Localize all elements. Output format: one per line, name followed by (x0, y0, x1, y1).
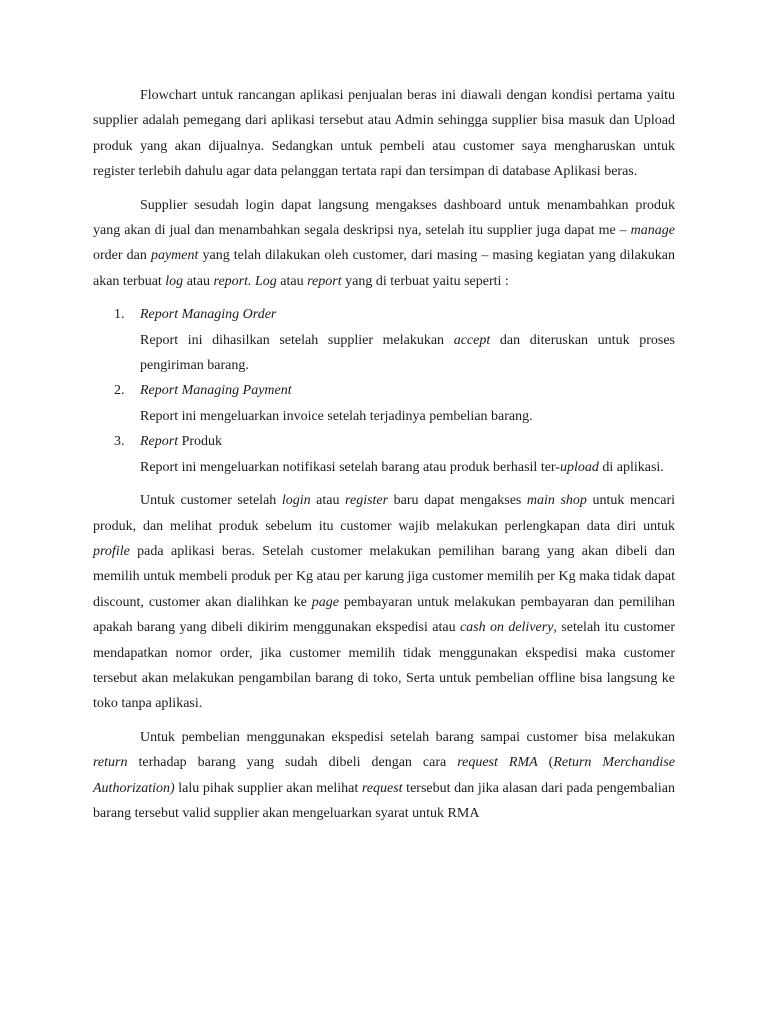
report-list (93, 302, 675, 480)
text-run: di aplikasi. (598, 459, 664, 475)
text-run: Untuk customer setelah (140, 493, 282, 509)
list-item (93, 302, 675, 378)
list-item (93, 378, 675, 429)
text-run: baru dapat mengakses (388, 493, 527, 509)
list-number: 1. (114, 307, 125, 323)
list-item-description (140, 404, 675, 429)
italic-run: Report Managing Payment (140, 383, 292, 399)
text-run: ( (537, 755, 554, 771)
italic-run: report. Log (213, 273, 277, 289)
italic-run: accept (453, 332, 491, 348)
text-run: untuk mencari produk, dan melihat produk sebelum itu customer wajib melakukan perlengkapan data diri untuk (93, 493, 675, 534)
paragraph-customer (93, 488, 675, 717)
text-run: order dan (93, 248, 151, 264)
text-run: Report ini mengeluarkan notifikasi setelah barang atau produk berhasil ter- (140, 459, 560, 475)
italic-run: page (311, 594, 339, 610)
text-run: , setelah itu customer mendapatkan nomor order, jika customer memilih tidak menggunakan ekspedisi maka customer tersebut akan melakukan pengambilan barang di toko, Serta untuk pembelian offline bisa langsung ke toko tanpa aplikasi. (93, 620, 675, 712)
text-run: atau (310, 493, 346, 509)
list-number: 3. (114, 434, 125, 450)
text-run: atau (276, 273, 308, 289)
text-run: atau (183, 273, 214, 289)
document-page (93, 83, 675, 834)
text-run: tersebut dan jika alasan dari pada pengembalian barang tersebut valid supplier akan mengeluarkan syarat untuk RMA (93, 780, 675, 821)
italic-run: payment (150, 248, 199, 264)
italic-run: login (281, 493, 311, 509)
text-run: Report ini mengeluarkan invoice setelah terjadinya pembelian barang. (140, 408, 533, 424)
text-run: lalu pihak supplier akan melihat (174, 780, 362, 796)
text-run: Untuk pembelian menggunakan ekspedisi setelah barang sampai customer bisa melakukan (140, 729, 675, 745)
text-run: Supplier sesudah login dapat langsung mengakses dashboard untuk menambahkan produk yang akan di jual dan menambahkan segala deskripsi nya, setelah itu supplier juga dapat me – (93, 197, 675, 239)
italic-run: return (93, 755, 128, 771)
list-item-description (140, 455, 675, 480)
list-item-description (140, 328, 675, 379)
italic-run: register (345, 493, 389, 509)
italic-run: manage (630, 223, 675, 239)
text-run: yang di terbuat yaitu seperti : (341, 273, 509, 289)
italic-run: Return Merchandise Authorization) (93, 755, 675, 796)
list-item-title (140, 429, 675, 454)
italic-run: upload (559, 459, 599, 475)
italic-run: Report (140, 434, 179, 450)
text-run: terhadap barang yang sudah dibeli dengan cara (127, 755, 458, 771)
text-run: Flowchart untuk rancangan aplikasi penjualan beras ini diawali dengan kondisi pertama yaitu supplier adalah pemegang dari aplikasi tersebut atau Admin sehingga supplier bisa masuk dan Upload produk yang akan dijualnya. Sedangkan untuk pembeli atau customer saya mengharuskan untuk register terlebih dahulu agar data pelanggan tertata rapi dan tersimpan di database Aplikasi beras. (93, 88, 675, 180)
italic-run: profile (93, 543, 130, 559)
italic-run: Report Managing Order (140, 307, 277, 323)
text-run: Report ini dihasilkan setelah supplier melakukan (140, 332, 454, 348)
paragraph-return (93, 725, 675, 827)
italic-run: cash on delivery (459, 620, 554, 636)
italic-run: request RMA (457, 755, 538, 771)
text-run: Produk (178, 434, 223, 450)
list-number: 2. (114, 383, 125, 399)
list-item (93, 429, 675, 480)
paragraph-supplier (93, 193, 675, 295)
list-item-title (140, 302, 675, 327)
text-run: pada aplikasi beras. Setelah customer melakukan pemilihan barang yang akan dibeli dan memilih untuk membeli produk per Kg atau per karung jiga customer memilih per Kg maka tidak dapat discount, customer akan dialihkan ke (93, 543, 675, 610)
italic-run: request (361, 780, 403, 796)
italic-run: report (307, 273, 342, 289)
text-run: dan diteruskan untuk proses pengiriman barang. (140, 332, 675, 374)
italic-run: main shop (526, 493, 587, 509)
text-run: pembayaran untuk melakukan pembayaran dan pemilihan apakah barang yang dibeli dikirim menggunakan ekspedisi atau (93, 594, 675, 636)
italic-run: log (165, 273, 184, 289)
list-item-title (140, 378, 675, 403)
text-run: yang telah dilakukan oleh customer, dari masing – masing kegiatan yang dilakukan akan terbuat (93, 248, 675, 289)
paragraph-intro (93, 83, 675, 185)
